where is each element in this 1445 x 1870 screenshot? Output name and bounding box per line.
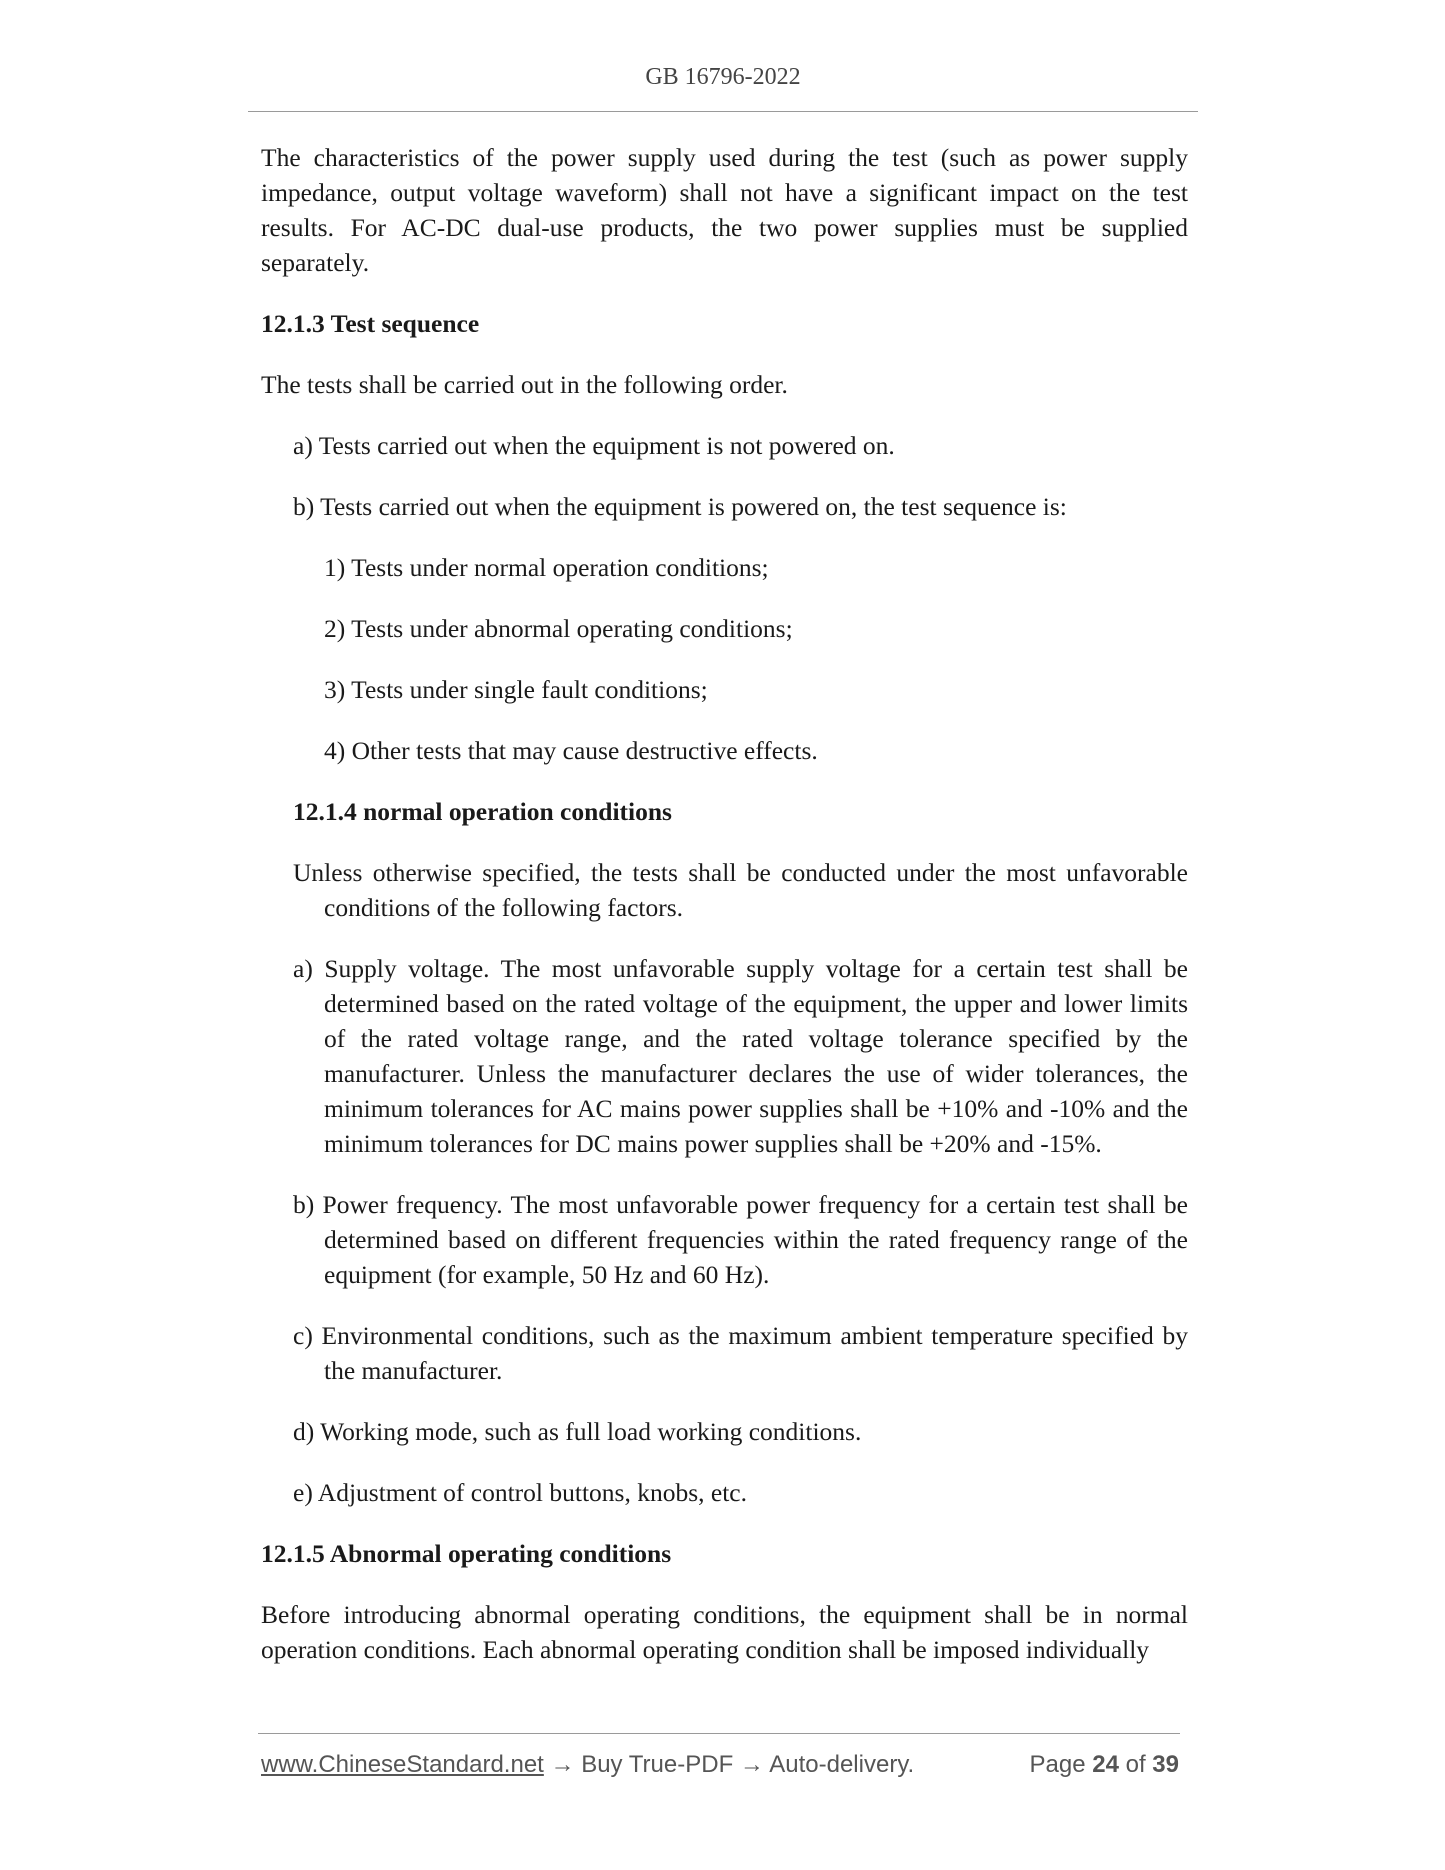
site-link[interactable]: www.ChineseStandard.net — [261, 1751, 544, 1778]
page-counter — [1030, 1751, 1180, 1779]
condition-a-supply-voltage: a) Supply voltage. The most unfavorable supply voltage for a certain test shall be determined based on the rated voltage of the equipment, the upper and lower limits of the rated voltage range, and the rated voltage tolerance specified by the manufacturer. Unless the manufacturer declares the use of wider tolerances, the minimum tolerances for AC mains power supplies shall be +10% and -10% and the minimum tolerances for DC mains power supplies shall be +20% and -15%. — [293, 954, 1188, 1158]
condition-c-environmental: c) Environmental conditions, such as the maximum ambient temperature specified by the manufacturer. — [293, 1321, 1188, 1385]
of-label: of — [1125, 1751, 1146, 1778]
list-item-b: b) Tests carried out when the equipment is powered on, the test sequence is: — [293, 492, 1067, 521]
total-pages-number: 39 — [1152, 1751, 1179, 1778]
sub-item-1: 1) Tests under normal operation conditions; — [324, 553, 769, 582]
page-label: Page — [1029, 1751, 1086, 1778]
buy-pdf-link[interactable]: Buy True-PDF — [581, 1751, 734, 1778]
arrow-right-icon: → — [739, 1751, 764, 1778]
heading-12-1-4: 12.1.4 normal operation conditions — [293, 797, 672, 826]
sub-item-3: 3) Tests under single fault conditions; — [324, 675, 708, 704]
auto-delivery-text: Auto-delivery. — [769, 1751, 915, 1778]
condition-e-adjustment: e) Adjustment of control buttons, knobs, etc. — [293, 1478, 747, 1507]
footer-divider — [258, 1733, 1180, 1734]
sub-item-2: 2) Tests under abnormal operating conditions; — [324, 614, 793, 643]
paragraph-unless-specified: Unless otherwise specified, the tests shall be conducted under the most unfavorable conditions of the following factors. — [293, 858, 1188, 922]
sub-item-4: 4) Other tests that may cause destructive effects. — [324, 736, 818, 765]
page-header: GB 16796-2022 — [645, 64, 801, 90]
document-body — [261, 140, 1188, 1693]
paragraph-test-order: The tests shall be carried out in the following order. — [261, 370, 788, 399]
list-item-a: a) Tests carried out when the equipment is not powered on. — [293, 431, 895, 460]
heading-12-1-3: 12.1.3 Test sequence — [261, 309, 480, 338]
current-page-number: 24 — [1092, 1751, 1119, 1778]
arrow-right-icon: → — [550, 1751, 575, 1778]
condition-b-power-frequency: b) Power frequency. The most unfavorable power frequency for a certain test shall be determined based on different frequencies within the rated frequency range of the equipment (for example, 50 Hz and 60 Hz). — [293, 1190, 1188, 1289]
footer-links — [261, 1751, 914, 1779]
paragraph-abnormal-intro: Before introducing abnormal operating conditions, the equipment shall be in normal operation conditions. Each abnormal operating condition shall be imposed individually — [261, 1600, 1188, 1664]
heading-12-1-5: 12.1.5 Abnormal operating conditions — [261, 1539, 672, 1568]
paragraph-intro: The characteristics of the power supply used during the test (such as power supply impedance, output voltage waveform) shall not have a significant impact on the test results. For AC-DC dual-use products, the two power supplies must be supplied separately. — [261, 143, 1188, 277]
header-divider — [248, 111, 1198, 112]
condition-d-working-mode: d) Working mode, such as full load working conditions. — [293, 1417, 862, 1446]
